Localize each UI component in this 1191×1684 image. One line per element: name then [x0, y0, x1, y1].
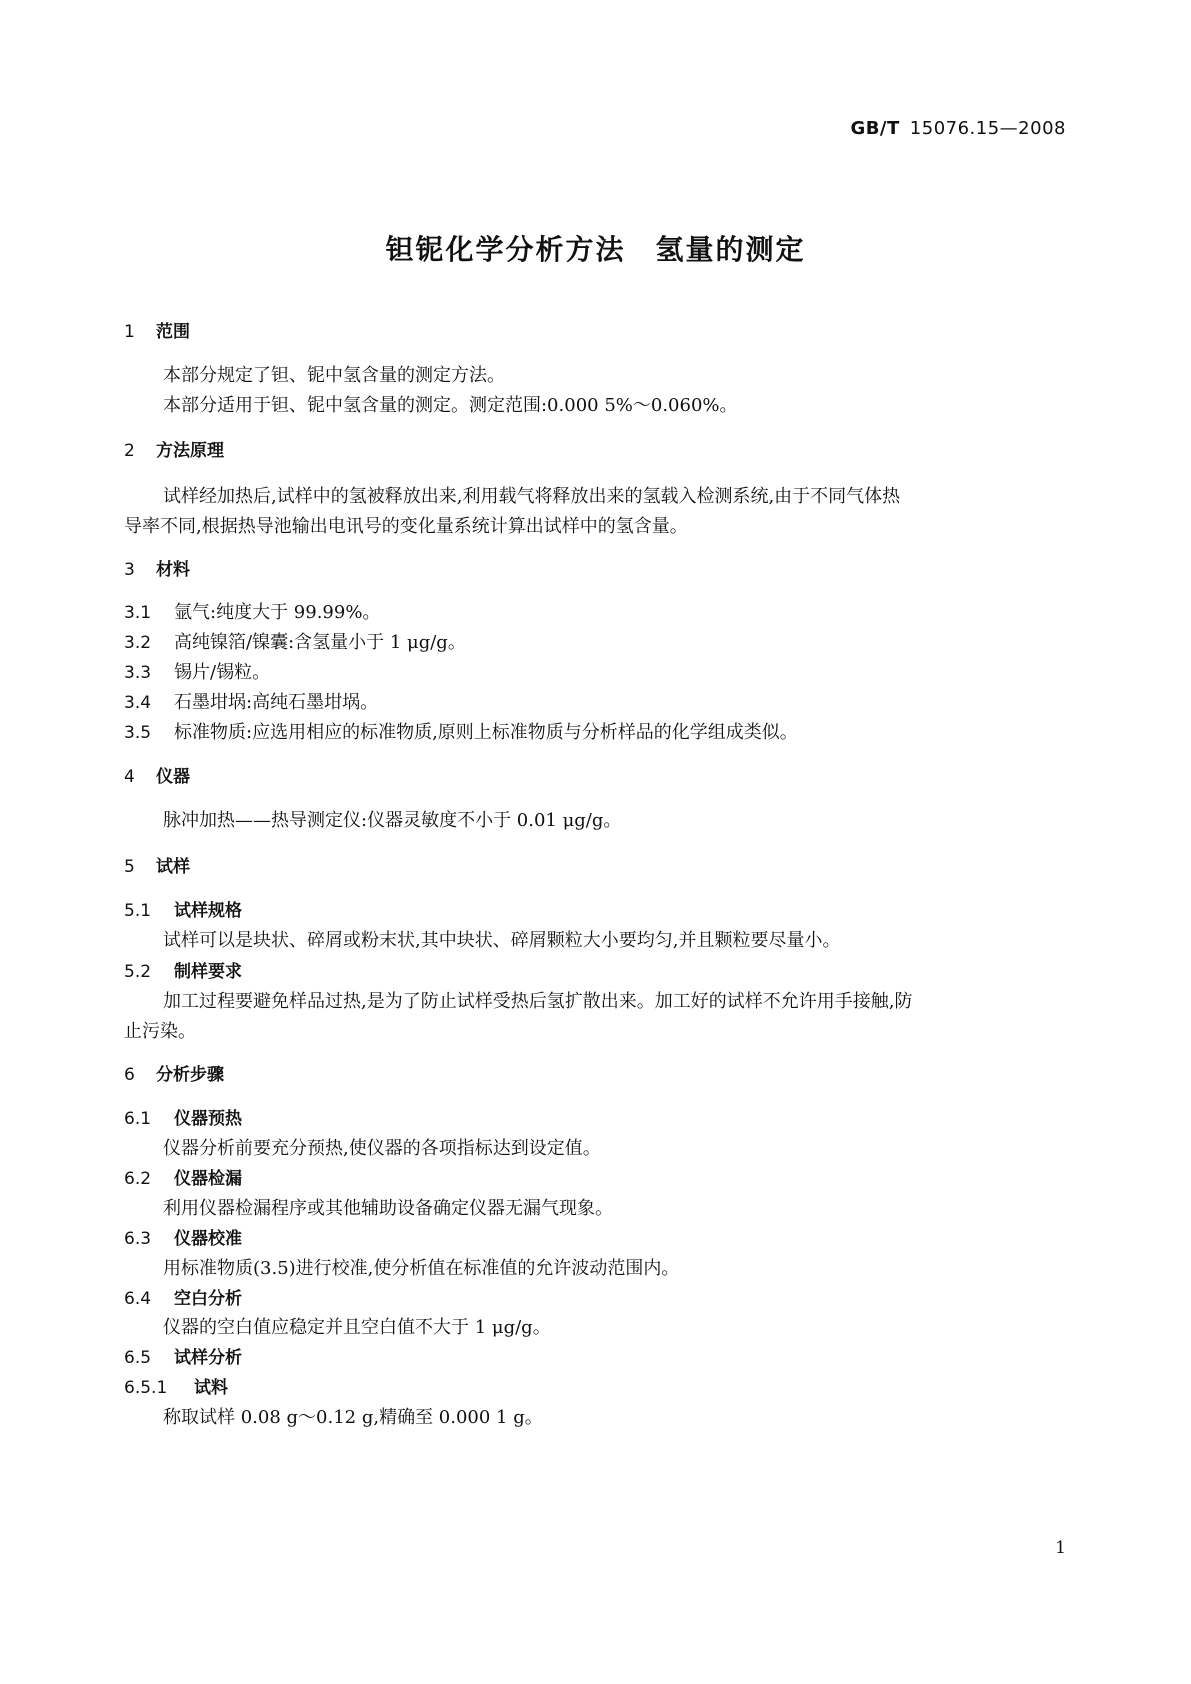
- item-number: 3.1: [124, 603, 152, 623]
- subsection-title: 仪器检漏: [174, 1169, 242, 1189]
- standard-code-prefix: GB/T: [850, 118, 900, 139]
- section-number: 3: [124, 560, 135, 580]
- paragraph-line: 加工过程要避免样品过热,是为了防止试样受热后氢扩散出来。加工好的试样不允许用手接触,防: [163, 991, 913, 1012]
- subsection-6-2-heading: [124, 1164, 242, 1189]
- paragraph: 本部分规定了钽、铌中氢含量的测定方法。: [163, 365, 505, 386]
- subsection-5-2-heading: [124, 957, 242, 982]
- section-number: 5: [124, 857, 135, 877]
- standard-code-number: 15076.15—2008: [909, 118, 1066, 139]
- section-number: 2: [124, 441, 135, 461]
- section-title: 分析步骤: [156, 1065, 224, 1085]
- item-number: 3.4: [124, 693, 152, 713]
- subsection-title: 仪器校准: [174, 1229, 242, 1249]
- item-text: 标准物质:应选用相应的标准物质,原则上标准物质与分析样品的化学组成类似。: [174, 722, 798, 743]
- subsection-6-4-heading: [124, 1284, 242, 1309]
- item-text: 氩气:纯度大于 99.99%。: [174, 602, 381, 623]
- paragraph: 仪器的空白值应稳定并且空白值不大于 1 μg/g。: [163, 1317, 551, 1338]
- paragraph-line: 导率不同,根据热导池输出电讯号的变化量系统计算出试样中的氢含量。: [124, 516, 688, 537]
- page-number: 1: [1055, 1538, 1066, 1558]
- subsection-6-3-heading: [124, 1224, 242, 1249]
- subsection-title: 试料: [194, 1378, 228, 1398]
- paragraph: 脉冲加热——热导测定仪:仪器灵敏度不小于 0.01 μg/g。: [163, 810, 622, 831]
- subsection-title: 仪器预热: [174, 1109, 242, 1129]
- section-5-heading: [124, 852, 190, 877]
- item-text: 石墨坩埚:高纯石墨坩埚。: [174, 692, 379, 713]
- subsection-number: 6.5.1: [124, 1378, 168, 1398]
- paragraph: 试样可以是块状、碎屑或粉末状,其中块状、碎屑颗粒大小要均匀,并且颗粒要尽量小。: [163, 930, 841, 951]
- list-item: [124, 658, 270, 684]
- paragraph: 利用仪器检漏程序或其他辅助设备确定仪器无漏气现象。: [163, 1198, 613, 1219]
- subsection-5-1-heading: [124, 896, 242, 921]
- section-title: 范围: [156, 322, 190, 342]
- section-6-heading: [124, 1060, 224, 1085]
- section-title: 方法原理: [156, 441, 224, 461]
- paragraph: 仪器分析前要充分预热,使仪器的各项指标达到设定值。: [163, 1138, 601, 1159]
- subsection-number: 5.2: [124, 962, 152, 982]
- subsection-number: 6.5: [124, 1348, 152, 1368]
- item-text: 锡片/锡粒。: [174, 662, 271, 683]
- list-item: [124, 688, 378, 714]
- subsection-title: 试样分析: [174, 1348, 242, 1368]
- paragraph: 本部分适用于钽、铌中氢含量的测定。测定范围:0.000 5%～0.060%。: [163, 395, 738, 416]
- standard-code: [850, 118, 1066, 139]
- paragraph-line: 止污染。: [124, 1021, 196, 1042]
- subsection-title: 空白分析: [174, 1289, 242, 1309]
- list-item: [124, 628, 466, 654]
- paragraph: 用标准物质(3.5)进行校准,使分析值在标准值的允许波动范围内。: [163, 1258, 680, 1279]
- section-number: 1: [124, 322, 135, 342]
- document-title: 钽铌化学分析方法 氢量的测定: [385, 233, 806, 266]
- subsection-number: 6.3: [124, 1229, 152, 1249]
- section-title: 试样: [156, 857, 190, 877]
- section-number: 4: [124, 767, 135, 787]
- item-text: 高纯镍箔/镍囊:含氢量小于 1 μg/g。: [174, 632, 466, 653]
- subsection-title: 试样规格: [174, 901, 242, 921]
- section-2-heading: [124, 436, 224, 461]
- paragraph: 称取试样 0.08 g～0.12 g,精确至 0.000 1 g。: [163, 1407, 543, 1428]
- subsection-6-5-1-heading: [124, 1373, 228, 1398]
- item-number: 3.5: [124, 723, 152, 743]
- section-1-heading: [124, 317, 190, 342]
- section-3-heading: [124, 555, 190, 580]
- subsection-number: 6.4: [124, 1289, 152, 1309]
- subsection-6-5-heading: [124, 1343, 242, 1368]
- subsection-number: 5.1: [124, 901, 152, 921]
- list-item: [124, 598, 380, 624]
- section-title: 材料: [156, 560, 190, 580]
- section-title: 仪器: [156, 767, 190, 787]
- section-4-heading: [124, 762, 190, 787]
- item-number: 3.3: [124, 663, 152, 683]
- subsection-number: 6.1: [124, 1109, 152, 1129]
- section-number: 6: [124, 1065, 135, 1085]
- subsection-6-1-heading: [124, 1104, 242, 1129]
- subsection-title: 制样要求: [174, 962, 242, 982]
- subsection-number: 6.2: [124, 1169, 152, 1189]
- item-number: 3.2: [124, 633, 152, 653]
- list-item: [124, 718, 798, 744]
- paragraph-line: 试样经加热后,试样中的氢被释放出来,利用载气将释放出来的氢载入检测系统,由于不同气体热: [163, 486, 901, 507]
